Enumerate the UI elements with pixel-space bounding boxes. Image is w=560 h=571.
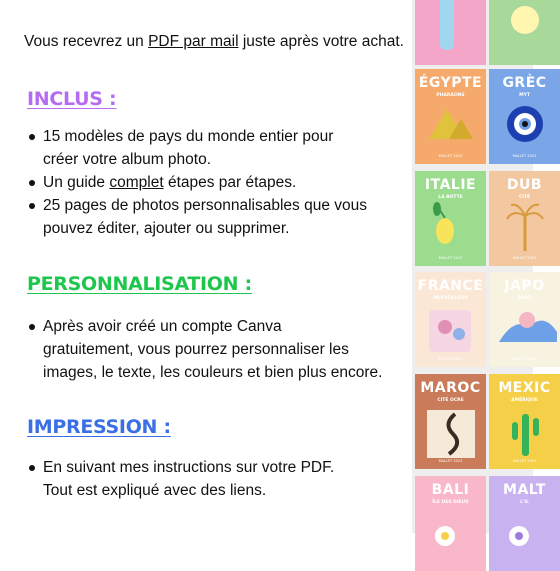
poster-subtitle: CITÉ OCRE — [437, 398, 464, 403]
list-item-text: En suivant mes instructions sur votre PDF. — [43, 459, 335, 476]
poster-title: ÉGYPTE — [418, 75, 483, 91]
poster-thumbnail — [489, 374, 560, 469]
list-item-text: Après avoir créé un compte Canva — [43, 318, 282, 335]
personnalisation-list — [24, 315, 382, 384]
poster-title: MEXIC — [498, 380, 551, 396]
poster-footer: MALLET 2023 — [438, 154, 463, 158]
poster-subtitle: MERVEILLEUX — [432, 296, 469, 301]
poster-thumbnail — [415, 374, 486, 469]
list-item-text: Un guide — [43, 174, 110, 191]
poster-title: MALT — [503, 482, 546, 498]
poster-subtitle: PHARAONS — [436, 93, 465, 98]
list-item-text: étapes par étapes. — [163, 174, 297, 191]
poster-thumbnail — [489, 0, 560, 65]
poster-subtitle: CITÉ — [518, 195, 531, 200]
poster-thumbnail — [489, 272, 560, 367]
poster-grid — [412, 0, 551, 533]
list-item — [24, 125, 367, 171]
poster-subtitle: L'IL — [520, 500, 529, 505]
poster-subtitle: ÎLE DES DIEUX — [432, 500, 469, 505]
poster-thumbnail — [489, 476, 560, 571]
poster-subtitle: AMÉRIQUE — [511, 398, 538, 403]
list-item-text: gratuitement, vous pourrez personnaliser les — [43, 341, 349, 358]
list-item-text: créer votre album photo. — [43, 151, 212, 168]
poster-illustration — [415, 0, 486, 65]
list-item-text: pouvez éditer, ajouter ou supprimer. — [43, 220, 290, 237]
heading-personnalisation: PERSONNALISATION : — [27, 273, 252, 295]
poster-illustration — [489, 0, 560, 65]
poster-thumbnail — [489, 69, 560, 164]
poster-title: FRANCE — [417, 278, 484, 294]
intro-text — [24, 33, 404, 51]
list-item — [24, 194, 367, 240]
poster-title: DUB — [506, 177, 543, 193]
poster-thumbnail — [415, 69, 486, 164]
poster-title: MAROC — [420, 380, 481, 396]
list-item — [24, 456, 334, 502]
inclus-list — [24, 125, 367, 240]
poster-subtitle: SOLEI — [517, 296, 532, 301]
intro-before: Vous recevrez un — [24, 33, 149, 50]
heading-inclus: INCLUS : — [27, 88, 117, 110]
list-item-text: 15 modèles de pays du monde entier pour — [43, 128, 334, 145]
poster-footer: MALLET 2023 — [512, 154, 537, 158]
poster-subtitle: LA BOTTE — [438, 195, 463, 200]
poster-footer: MALLET 2023 — [512, 459, 537, 463]
poster-title: ITALIE — [424, 177, 477, 193]
poster-footer: MALLET 2023 — [512, 256, 537, 260]
list-item-text: 25 pages de photos personnalisables que vous — [43, 197, 368, 214]
list-item-text: Tout est expliqué avec des liens. — [43, 482, 267, 499]
poster-thumbnail — [415, 476, 486, 571]
poster-title: JAPO — [504, 278, 545, 294]
poster-footer: MALLET 2023 — [512, 357, 537, 361]
impression-list — [24, 456, 334, 502]
intro-after: juste après votre achat. — [238, 33, 404, 50]
heading-impression: IMPRESSION : — [27, 416, 171, 438]
poster-subtitle: MYT — [519, 93, 530, 98]
poster-title: GRÈC — [502, 75, 547, 91]
poster-footer: MALLET 2023 — [438, 357, 463, 361]
poster-thumbnail — [489, 171, 560, 266]
list-item-emphasis: complet — [109, 174, 164, 191]
list-item — [24, 315, 382, 384]
list-item — [24, 171, 367, 194]
poster-footer: MALLET 2023 — [438, 459, 463, 463]
list-item-text: images, le texte, les couleurs et bien plus encore. — [43, 364, 383, 381]
poster-title: BALI — [431, 482, 470, 498]
poster-thumbnail — [415, 272, 486, 367]
pdf-link-text: PDF par mail — [148, 33, 239, 50]
poster-thumbnail — [415, 0, 486, 65]
poster-thumbnail — [415, 171, 486, 266]
poster-footer: MALLET 2023 — [438, 256, 463, 260]
